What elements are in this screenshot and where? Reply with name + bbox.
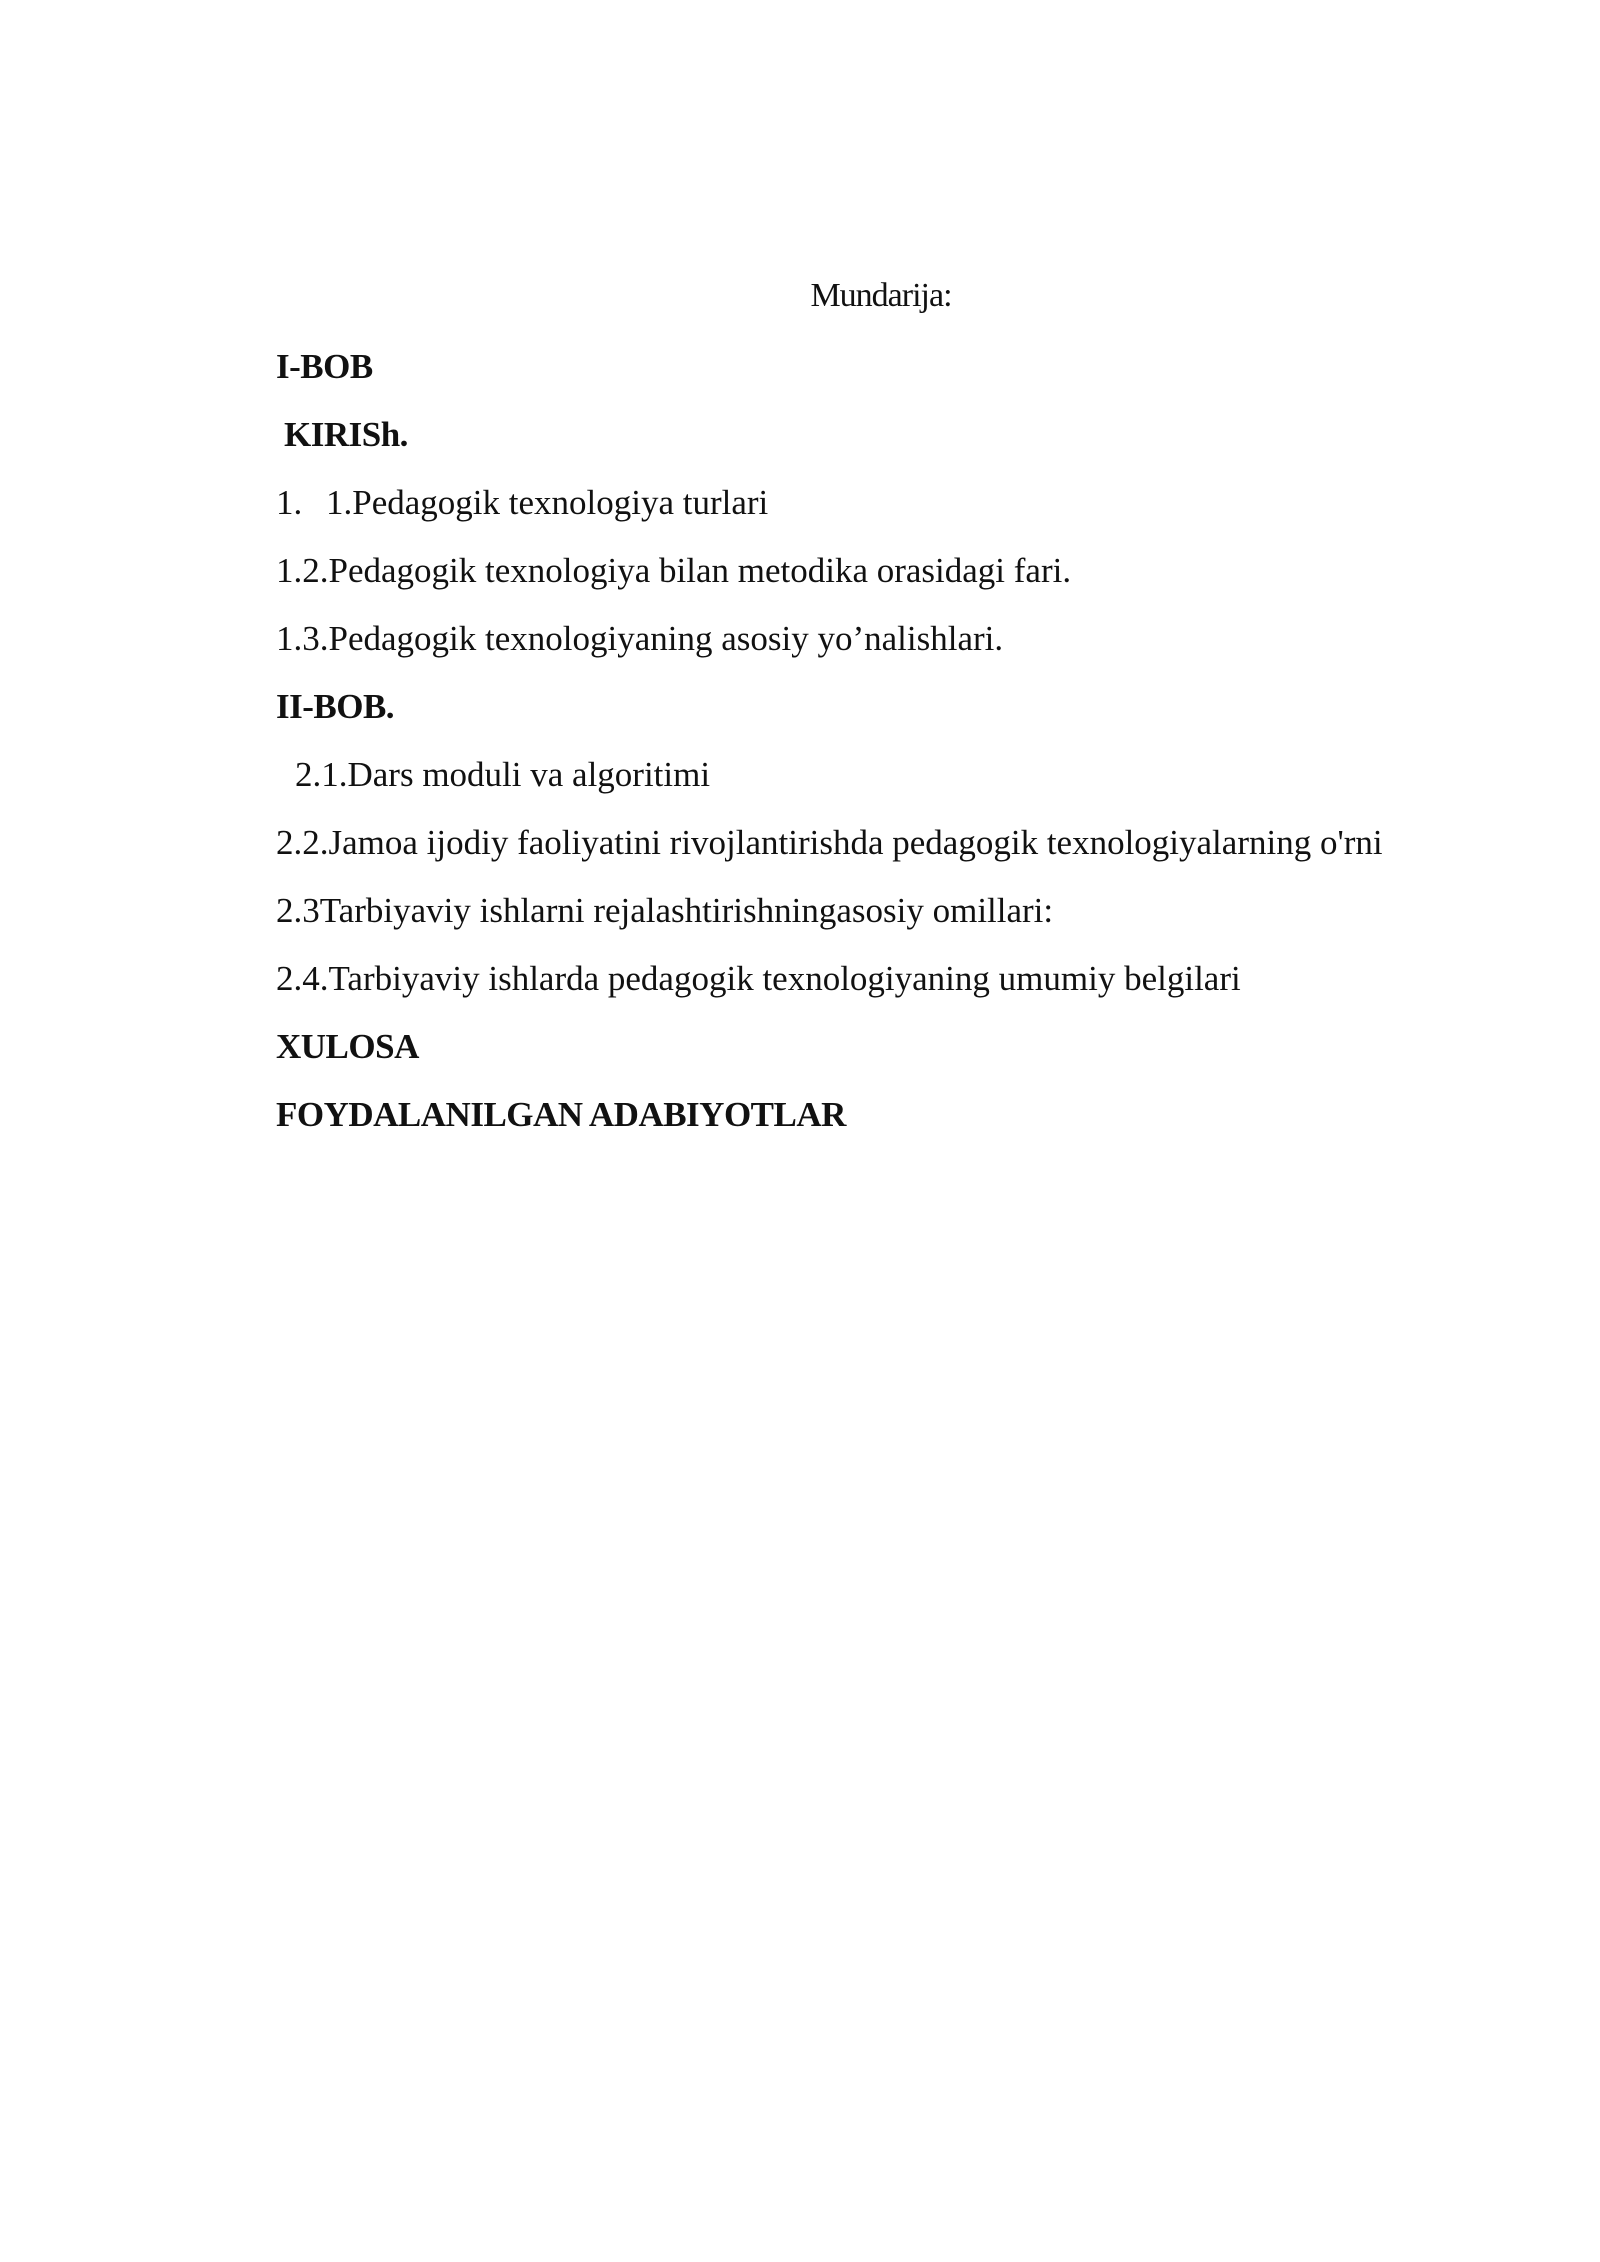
toc-item-2-2: 2.2.Jamoa ijodiy faoliyatini rivojlantirishda pedagogik texnologiyalarning o'rni [276, 823, 1383, 862]
toc-item-2-1: 2.1.Dars moduli va algoritimi [295, 755, 711, 794]
toc-references: FOYDALANILGAN ADABIYOTLAR [276, 1095, 846, 1134]
toc-item-1-1 [276, 480, 1396, 526]
list-number: 1. [276, 483, 303, 522]
toc-chapter-1-heading: I-BOB [276, 347, 373, 386]
table-of-contents [276, 268, 1396, 1160]
toc-conclusion: XULOSA [276, 1027, 419, 1066]
toc-introduction: KIRISh. [284, 415, 408, 454]
toc-chapter-2-heading: II-BOB. [276, 687, 395, 726]
toc-item-1-2: 1.2.Pedagogik texnologiya bilan metodika orasidagi fari. [276, 551, 1072, 590]
toc-item-1-1-text: 1.Pedagogik texnologiya turlari [326, 483, 769, 522]
toc-title: Mundarija: [810, 277, 952, 314]
toc-item-1-3: 1.3.Pedagogik texnologiyaning asosiy yo’nalishlari. [276, 619, 1004, 658]
toc-item-2-3: 2.3Tarbiyaviy ishlarni rejalashtirishningasosiy omillari: [276, 891, 1054, 930]
toc-item-2-4: 2.4.Tarbiyaviy ishlarda pedagogik texnologiyaning umumiy belgilari [276, 959, 1241, 998]
